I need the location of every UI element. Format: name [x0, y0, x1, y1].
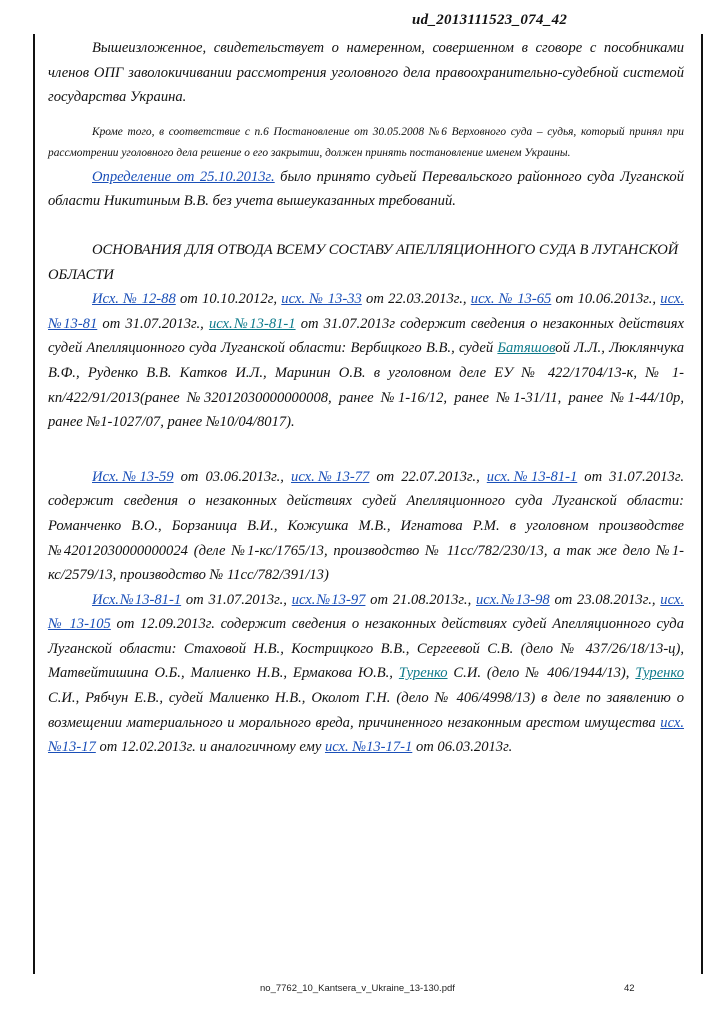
text-span: было принято судьей Перевальского районного суда Луганской области Никитиным В.В. без учета вышеуказанных требований. — [48, 168, 684, 210]
text-span: от 23.08.2013г., — [549, 591, 661, 608]
text-span: С.И. (дело № 406/1944/13), — [447, 665, 636, 682]
link-ref[interactable]: Исх.№13-59 — [92, 468, 174, 485]
link-ref[interactable]: исх.№13-81 — [48, 291, 684, 332]
paragraph-grounds-3 — [48, 588, 684, 760]
text-span: от 10.06.2013г., — [551, 291, 661, 308]
link-ref[interactable]: исх.№13-97 — [291, 591, 366, 608]
link-ref[interactable]: исх. № 13-33 — [281, 291, 362, 308]
link-ref[interactable]: исх. № 13-105 — [48, 591, 684, 633]
link-ruling[interactable]: Определение от 25.10.2013г. — [92, 168, 275, 185]
link-ref[interactable]: Исх.№13-81-1 — [92, 591, 182, 608]
paragraph-ruling — [48, 165, 684, 214]
text-span: от 31.07.2013г., — [181, 591, 292, 608]
text-span: от 31.07.2013г. содержит сведения о незаконных действиях судей Апелляционного суда Луганской области: Романченко В.О., Борзаница В.И., Кожушка М.В., Игнатова Р.М. в уголовном производстве №42012030000000024 (деле №1-кс/1765/13, производство № 11сс/782/230/13, а так же дело №1-кс/2579/13, производство № 11сс/782/391/13) — [48, 468, 684, 584]
link-ref[interactable]: исх.№13-98 — [475, 591, 550, 608]
paragraph-grounds-1 — [48, 287, 684, 435]
left-margin-rule — [33, 34, 35, 974]
link-judge[interactable]: Батяшов — [497, 340, 556, 357]
link-ref[interactable]: исх.№13-81-1 — [486, 468, 578, 485]
link-ref[interactable]: исх. №13-17-1 — [324, 739, 413, 756]
text-span: ой Л.Л., Люклянчука В.Ф., Руденко В.В. Катков И.Л., Маринин О.В. в уголовном деле ЕУ № 422/1704/13-к, № 1-кп/422/91/2013(ранее №32012030000000008, ранее №1-16/12, ранее №1-31/11, ранее №1-44/10р, ранее №1-1027/07, ранее №10/04/8017). — [48, 340, 685, 431]
document-body — [48, 36, 684, 760]
page-number: 42 — [624, 983, 635, 994]
link-ref[interactable]: Исх. № 12-88 — [92, 291, 176, 308]
footer-filename: no_7762_10_Kantsera_v_Ukraine_13-130.pdf — [260, 983, 455, 994]
paragraph-grounds-2 — [48, 465, 684, 588]
text-span: от 22.03.2013г., — [361, 291, 471, 308]
text-span: от 10.10.2012г, — [175, 291, 282, 308]
text-span: от 22.07.2013г., — [369, 468, 487, 485]
paragraph-conclusion: Вышеизложенное, свидетельствует о намеренном, совершенном в сговоре с пособниками членов ОПГ заволокичивании рассмотрения уголовного дела правоохранительно-судебной системой государства Украина. — [48, 40, 684, 106]
section-heading: ОСНОВАНИЯ ДЛЯ ОТВОДА ВСЕМУ СОСТАВУ АПЕЛЛЯЦИОННОГО СУДА В ЛУГАНСКОЙ ОБЛАСТИ — [48, 241, 679, 283]
link-ref[interactable]: исх.№13-77 — [291, 468, 370, 485]
text-span: от 06.03.2013г. — [412, 739, 513, 756]
link-judge[interactable]: Туренко — [635, 665, 684, 682]
text-span: от 12.02.2013г. и аналогичному ему — [95, 739, 325, 756]
text-span: от 03.06.2013г., — [173, 468, 292, 485]
link-ref[interactable]: исх. № 13-65 — [470, 291, 552, 308]
right-margin-rule — [701, 34, 703, 974]
text-span: от 12.09.2013г. содержит сведения о незаконных действиях судей Апелляционного суда Луганской области: Стаховой Н.В., Кострицкого В.В., Сергеевой С.В. (дело № 437/26/18/13-ц), Матвейтишина О.Б., Малиенко Н.В., Ермакова Ю.В., — [48, 616, 684, 682]
link-ref[interactable]: исх.№13-17 — [48, 714, 684, 756]
text-span: от 31.07.2013г., — [97, 315, 209, 332]
paragraph-resolution-note: Кроме того, в соответствие с п.6 Постановление от 30.05.2008 №6 Верховного суда – судья, который принял при рассмотрении уголовного дела решение о его закрытии, должен принять постановление именем Украины. — [48, 125, 684, 160]
document-id: ud_2013111523_074_42 — [412, 12, 568, 28]
text-span: от 21.08.2013г., — [365, 591, 476, 608]
text-span: С.И., Рябчун Е.В., судей Малиенко Н.В., Околот Г.Н. (дело № 406/4998/13) в деле по заявлению о возмещении материального и морального вреда, причиненного незаконным арестом имущества — [48, 690, 684, 731]
text-span: от 31.07.2013г содержит сведения о незаконных действиях судей Апелляционного суда Луганской области: Вербицкого В.В., судей — [48, 315, 684, 357]
link-judge[interactable]: Туренко — [398, 665, 448, 682]
link-ref[interactable]: исх.№13-81-1 — [208, 315, 296, 332]
